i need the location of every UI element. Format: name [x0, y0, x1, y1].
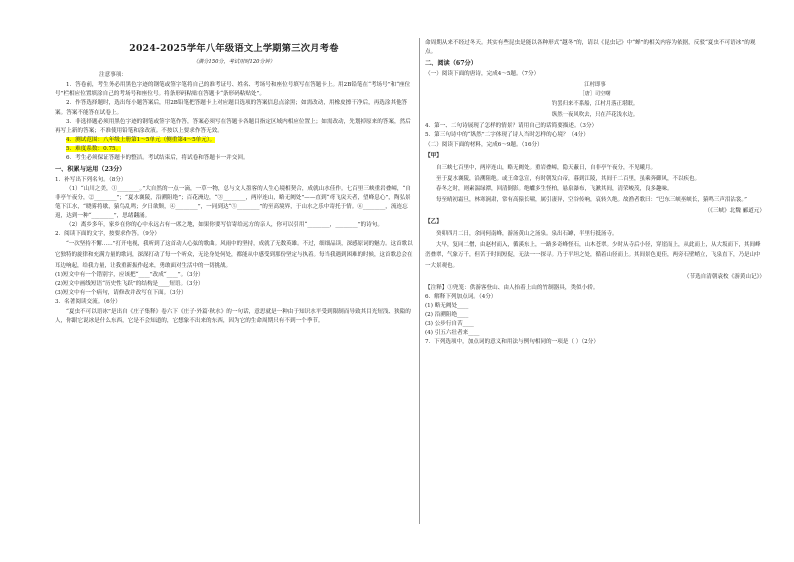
- passage-jia-paragraph: 每至晴初霜旦，林寒涧肃，常有高猿长啸，属引凄异，空谷传响，哀转久绝。故渔者歌曰：“巴东三峡巫峡长，猿鸣三声泪沾裳。”: [436, 197, 747, 204]
- note-item: 1．答卷前，考生务必用黑色字迹的钢笔或签字笔将自己的准考证号、姓名、考场号和座位号填写在答题卡上。用2B铅笔在“考场号”和“座位号”栏相应位置填涂自己的考场号和座位号。将条形码粘贴在答题卡“条形码粘贴处”。: [55, 82, 411, 98]
- question-3-continued: 命周期从来不经过冬天。其实有些昆虫是能以各种形式“越冬”的，请以《昆虫记》中“蝉”的相关内容为依据，反驳“夏虫不可语冰”的观点。: [425, 40, 756, 56]
- question-1-1: （1）“山川之美，①________。”大自然的一点一滴，一草一物，总与文人墨客的人生心境相契合，成就山水佳作。七百里三峡重岩叠嶂，“自非亭午夜分，②________”；“夏水襄陵，沿溯阻绝”；百花洲边，“③________，两岸连山，略无阙处”——直到“鸢飞戾天者，望峰息心”，陶弘景笔下江水，“晓雾将歇，猿鸟乱鸣；夕日欲颓，④________”，一同到达“⑤________”的至高境界，于山水之乐中寄托于情。⑥________，流连忘返，达到一种“________”，思绪翻涌。: [55, 185, 411, 220]
- left-column: [55, 40, 413, 326]
- question-1: 1．补写出下列名句。（8分）: [55, 176, 127, 183]
- question-2-3: (3)短文中有一个病句，请修改并改写在下面。（3分）: [55, 290, 187, 297]
- poem-line: 纵然一夜风吹去，只在芦花浅水边。: [551, 112, 639, 119]
- question-7: 7．下列选项中，加点词的意义和用法与例句相同的一项是（ ）（2分）: [425, 339, 599, 346]
- question-3: 3．名著阅读交流。（6分）: [55, 299, 121, 306]
- question-6-item: (3) 公步行自苦____: [425, 321, 474, 328]
- note-item: 2．作答选择题时，选出每小题答案后，用2B铅笔把答题卡上对应题目选项的答案信息点涂黑；如需改动，用橡皮擦干净后，再选涂其他答案。答案不能答在试卷上。: [55, 100, 408, 116]
- notes-heading: 注意事项：: [99, 72, 127, 79]
- page-title: 2024-2025学年八年级语文上学期第三次月考卷: [129, 43, 339, 54]
- poem-title: 江村即事: [584, 82, 606, 89]
- question-6: 6．解释下列加点词。（4分）: [425, 293, 497, 300]
- passage-jia-label: 【甲】: [425, 153, 442, 159]
- section-heading-reading: 二、阅读（67分）: [425, 60, 477, 68]
- right-column: [425, 39, 765, 347]
- passage-yi-source: （节选自清朝袁枚《游黄山记》）: [683, 273, 765, 280]
- question-2-passage: “一次坚持不懈……”打开电视，我听到了这首动人心弦的歌曲。风雨中的坚持，成就了无数英雄。不过，细细品读，深感原词的魅力。这首歌以它独特的旋律和充满力量的歌词，深深打动了每一个听众，无论身处何处，都能从中感受到那份坚定与执着。每当我遇到困难的时候，这首歌总会在耳边响起，给我力量，让我重新振作起来，勇敢面对生活中的一切挑战。: [55, 241, 413, 269]
- question-2: 2．阅读下面的文字，按要求作答。（9分）: [55, 231, 161, 238]
- section-heading-accumulation: 一、积累与运用（23分）: [55, 165, 126, 173]
- passage-jia-source: （《三峡》北魏 郦道元）: [704, 207, 765, 214]
- question-6-item: (1) 略无阙处____: [425, 303, 469, 310]
- highlight-test-scope: 4．测试范围：八年级上册第1～5单元（侧重第4～5单元）。: [66, 136, 216, 143]
- reading-part-2: （二）阅读下面的材料，完成6～9题。（16分）: [425, 141, 543, 148]
- note-item-highlight: [55, 145, 413, 154]
- note-item: 3．非选择题必须用黑色字迹的钢笔或签字笔作答，答案必须写在答题卡各题目指定区域内相应位置上；如需改动，先划掉原来的答案，然后再写上新的答案；不准使用铅笔和涂改液。不按以上要求作答无效。: [55, 118, 411, 134]
- poem-author: ［唐］司空曙: [579, 90, 611, 97]
- passage-jia-paragraph: 至于夏水襄陵，沿溯阻绝。或王命急宣，有时朝发白帝，暮到江陵，其间千二百里，虽乘奔御风，不以疾也。: [436, 175, 701, 182]
- poem-line: 钓罢归来不系船，江村月落正堪眠。: [551, 101, 639, 108]
- question-1-2: （2）离乡多年，家乡在你的心中永远占有一席之地，如果你要写信寄给远方的亲人，你可以引用“________，________”的诗句。: [66, 222, 383, 229]
- column-divider: [419, 38, 420, 524]
- question-6-item: (4) 引五六壮者来____: [425, 330, 480, 337]
- passage-jia-paragraph: 春冬之时，则素湍绿潭，回清倒影。绝巘多生怪柏，悬泉瀑布，飞漱其间，清荣峻茂，良多趣味。: [436, 186, 673, 193]
- highlight-difficulty: 5．难度系数：0.75。: [66, 145, 122, 152]
- question-3-passage: “夏虫不可以语冰”是出自《庄子集释》卷六下《庄子·外篇·秋水》的一句话，意思就是一种由于知识水平受到限制而导致其目光短浅、狭隘的人，你跟它说冰是什么东西，它是不会知道的，它想象不出来的东西，因为它的生命周期只有不到一个季节。: [55, 308, 411, 324]
- passage-yi-label: 【乙】: [425, 218, 442, 225]
- reading-part-1: （一）阅读下面的唐诗，完成4～5题。（7分）: [425, 71, 540, 78]
- passage-jia-paragraph: 自三峡七百里中，两岸连山，略无阙处。重岩叠嶂，隐天蔽日，自非亭午夜分，不见曦月。: [436, 165, 657, 172]
- question-2-1: (1)短文中有一个错别字，应该把“____”改成“____”。（3分）: [55, 272, 204, 279]
- question-5: 5．第三句诗中的“纵然”二字体现了诗人当时怎样的心境？（4分）: [425, 131, 589, 138]
- exam-subtitle: （满分150分，考试用时120分钟）: [192, 58, 276, 65]
- question-6-item: (2) 沿溯阻绝____: [425, 312, 469, 319]
- passage-yi-paragraph: 大早，复同二僧，由赵村而入，循溪东上，一路多奇峰怪石，山木苍翠。少时从寺后小径，穿崖而上，从此而上，从大坂而下，其间峰峦叠翠，气象万千，但苦于时间短促，无法一一探寻。乃于平坦之处，循着山径而上。其间景色更佳，两旁石壁峭立，飞泉直下，乃是山中一大景观也。: [425, 241, 761, 270]
- passage-yi-paragraph: 癸卯四月二日，余同何南峰，游汤黄山之汤泉。泉出石罅，半里行抵汤寺。: [436, 231, 618, 238]
- note-item-highlight: [55, 136, 413, 145]
- question-2-2: (2)短文中画线短语“历史性飞跃”的结构是____短语。（3分）: [55, 281, 204, 288]
- note-item: 6．考生必须保证答题卡的整洁。考试结束后，将试卷和答题卡一并交回。: [66, 154, 249, 161]
- passage-note: 【注释】①兜笼：供游客登山、由人抬着上山的竹制器具，类似小轿。: [425, 284, 599, 291]
- question-4: 4．第一、二句诗展现了怎样的情景？请用自己的话简要描述。（3分）: [425, 122, 598, 129]
